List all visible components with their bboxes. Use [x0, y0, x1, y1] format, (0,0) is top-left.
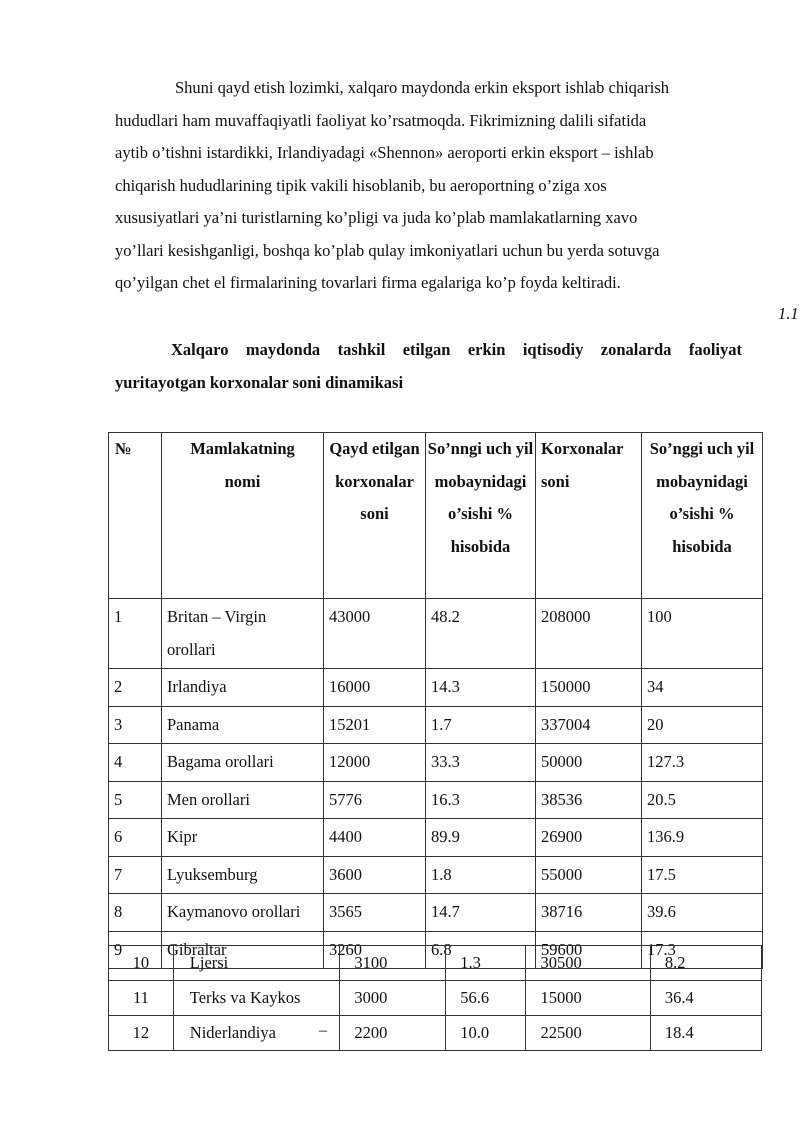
- table-cell: 11: [109, 981, 174, 1016]
- table-cell: 33.3: [426, 744, 536, 782]
- table-cell: 17.3: [642, 931, 763, 969]
- table-cell: 12000: [324, 744, 426, 782]
- enterprises-table-continued: [108, 945, 762, 1051]
- table-cell: Lyuksemburg: [162, 856, 324, 894]
- paragraph-line: yo’llari kesishganligi, boshqa ko’plab qulay imkoniyatlari uchun bu yerda sotuvga: [115, 240, 660, 260]
- table-cell: 56.6: [446, 981, 526, 1016]
- table-cell: 22500: [526, 1016, 650, 1051]
- table-cell: Men orollari: [162, 781, 324, 819]
- table-cell: 20.5: [642, 781, 763, 819]
- paragraph-line: qo’yilgan chet el firmalarining tovarlari firma egalariga ko’p foyda keltiradi.: [115, 273, 621, 292]
- table-cell: 48.2: [426, 599, 536, 669]
- table-cell: 3000: [340, 981, 446, 1016]
- table-cell: 30500: [526, 946, 650, 981]
- table-cell: Kaymanovo orollari: [162, 894, 324, 932]
- paragraph-line: xususiyatlari ya’ni turistlarning ko’pligi va juda ko’plab mamlakatlarning xavo: [115, 208, 638, 227]
- table-row: [109, 894, 763, 932]
- table-cell: 7: [109, 856, 162, 894]
- table-cell: 50000: [536, 744, 642, 782]
- table-cell: 36.4: [650, 981, 761, 1016]
- table-cell: 1.8: [426, 856, 536, 894]
- table-cell: 15000: [526, 981, 650, 1016]
- table-cell: 1.3: [446, 946, 526, 981]
- table-cell: 39.6: [642, 894, 763, 932]
- stray-dash: –: [319, 1022, 327, 1039]
- table-cell: 34: [642, 669, 763, 707]
- table-row: [109, 599, 763, 669]
- table-cell: 127.3: [642, 744, 763, 782]
- table-cell: 2200: [340, 1016, 446, 1051]
- paragraph-line: aytib o’tishni istardikki, Irlandiyadagi «Shennon» aeroporti erkin eksport – ishlab: [115, 143, 654, 162]
- table-title: Xalqaro maydonda tashkil etilgan erkin iqtisodiy zonalarda faoliyat yuritayotgan korxonalar soni dinamikasi: [115, 340, 742, 392]
- table-cell: 16.3: [426, 781, 536, 819]
- table-cell: 150000: [536, 669, 642, 707]
- table-row: [109, 706, 763, 744]
- table-cell: 89.9: [426, 819, 536, 857]
- table-cell: 5776: [324, 781, 426, 819]
- table-cell: Terks va Kaykos: [173, 981, 340, 1016]
- table-cell: 1.7: [426, 706, 536, 744]
- table-cell: 3600: [324, 856, 426, 894]
- table-row: [109, 946, 762, 981]
- table-cell: Panama: [162, 706, 324, 744]
- table-cell: 6.8: [426, 931, 536, 969]
- table-cell: Irlandiya: [162, 669, 324, 707]
- table-cell: 55000: [536, 856, 642, 894]
- table-row: [109, 669, 763, 707]
- table-row: [109, 1016, 762, 1051]
- table-cell: Kipr: [162, 819, 324, 857]
- table-cell: Ljersi: [173, 946, 340, 981]
- table-cell: 3: [109, 706, 162, 744]
- table-cell: 59600: [536, 931, 642, 969]
- table-cell: 208000: [536, 599, 642, 669]
- table-cell: 4: [109, 744, 162, 782]
- header-growth-enterprises: So’nggi uch yil mobaynidagi o’sishi % hisobida: [642, 433, 763, 599]
- table-cell: 1: [109, 599, 162, 669]
- table-header-row: [109, 433, 763, 599]
- table-cell: 100: [642, 599, 763, 669]
- header-growth-registered: So’nngi uch yil mobaynidagi o’sishi % hisobida: [426, 433, 536, 599]
- table-cell: 14.7: [426, 894, 536, 932]
- table-cell: Bagama orollari: [162, 744, 324, 782]
- header-country: Mamlakatning nomi: [162, 433, 324, 599]
- table-cell: 26900: [536, 819, 642, 857]
- table-cell: 10.0: [446, 1016, 526, 1051]
- header-registered: Qayd etilgan korxonalar soni: [324, 433, 426, 599]
- table-cell: 8.2: [650, 946, 761, 981]
- intro-paragraph: [115, 72, 742, 300]
- table-cell: 38536: [536, 781, 642, 819]
- table-cell: Niderlandiya: [173, 1016, 340, 1051]
- table-row: [109, 744, 763, 782]
- table-cell: 18.4: [650, 1016, 761, 1051]
- table-cell: 8: [109, 894, 162, 932]
- table-cell: 337004: [536, 706, 642, 744]
- table-cell: 20: [642, 706, 763, 744]
- table-cell: 38716: [536, 894, 642, 932]
- table-number: 1.1: [778, 304, 799, 323]
- header-enterprises: Korxonalar soni: [536, 433, 642, 599]
- table-cell: 3260: [324, 931, 426, 969]
- table-row: [109, 819, 763, 857]
- table-cell: 5: [109, 781, 162, 819]
- table-cell: 2: [109, 669, 162, 707]
- table-cell: 4400: [324, 819, 426, 857]
- table-cell: 6: [109, 819, 162, 857]
- table-row: [109, 781, 763, 819]
- table-row: [109, 856, 763, 894]
- table-cell: 12: [109, 1016, 174, 1051]
- header-number: №: [109, 433, 162, 599]
- table-row: [109, 981, 762, 1016]
- table-cell: 43000: [324, 599, 426, 669]
- table-cell: 16000: [324, 669, 426, 707]
- table-cell: 9: [109, 931, 162, 969]
- table-cell: 15201: [324, 706, 426, 744]
- table-cell: 3565: [324, 894, 426, 932]
- paragraph-line: Shuni qayd etish lozimki, xalqaro maydonda erkin eksport ishlab chiqarish: [175, 78, 669, 97]
- table-cell: Gibraltar: [162, 931, 324, 969]
- paragraph-line: chiqarish hududlarining tipik vakili hisoblanib, bu aeroportning o’ziga xos: [115, 175, 607, 195]
- table-cell: Britan – Virgin orollari: [162, 599, 324, 669]
- table-cell: 17.5: [642, 856, 763, 894]
- table-cell: 3100: [340, 946, 446, 981]
- paragraph-line: hududlari ham muvaffaqiyatli faoliyat ko’rsatmoqda. Fikrimizning dalili sifatida: [115, 110, 647, 130]
- table-cell: 10: [109, 946, 174, 981]
- table-cell: 136.9: [642, 819, 763, 857]
- enterprises-table: [108, 432, 763, 969]
- table-cell: 14.3: [426, 669, 536, 707]
